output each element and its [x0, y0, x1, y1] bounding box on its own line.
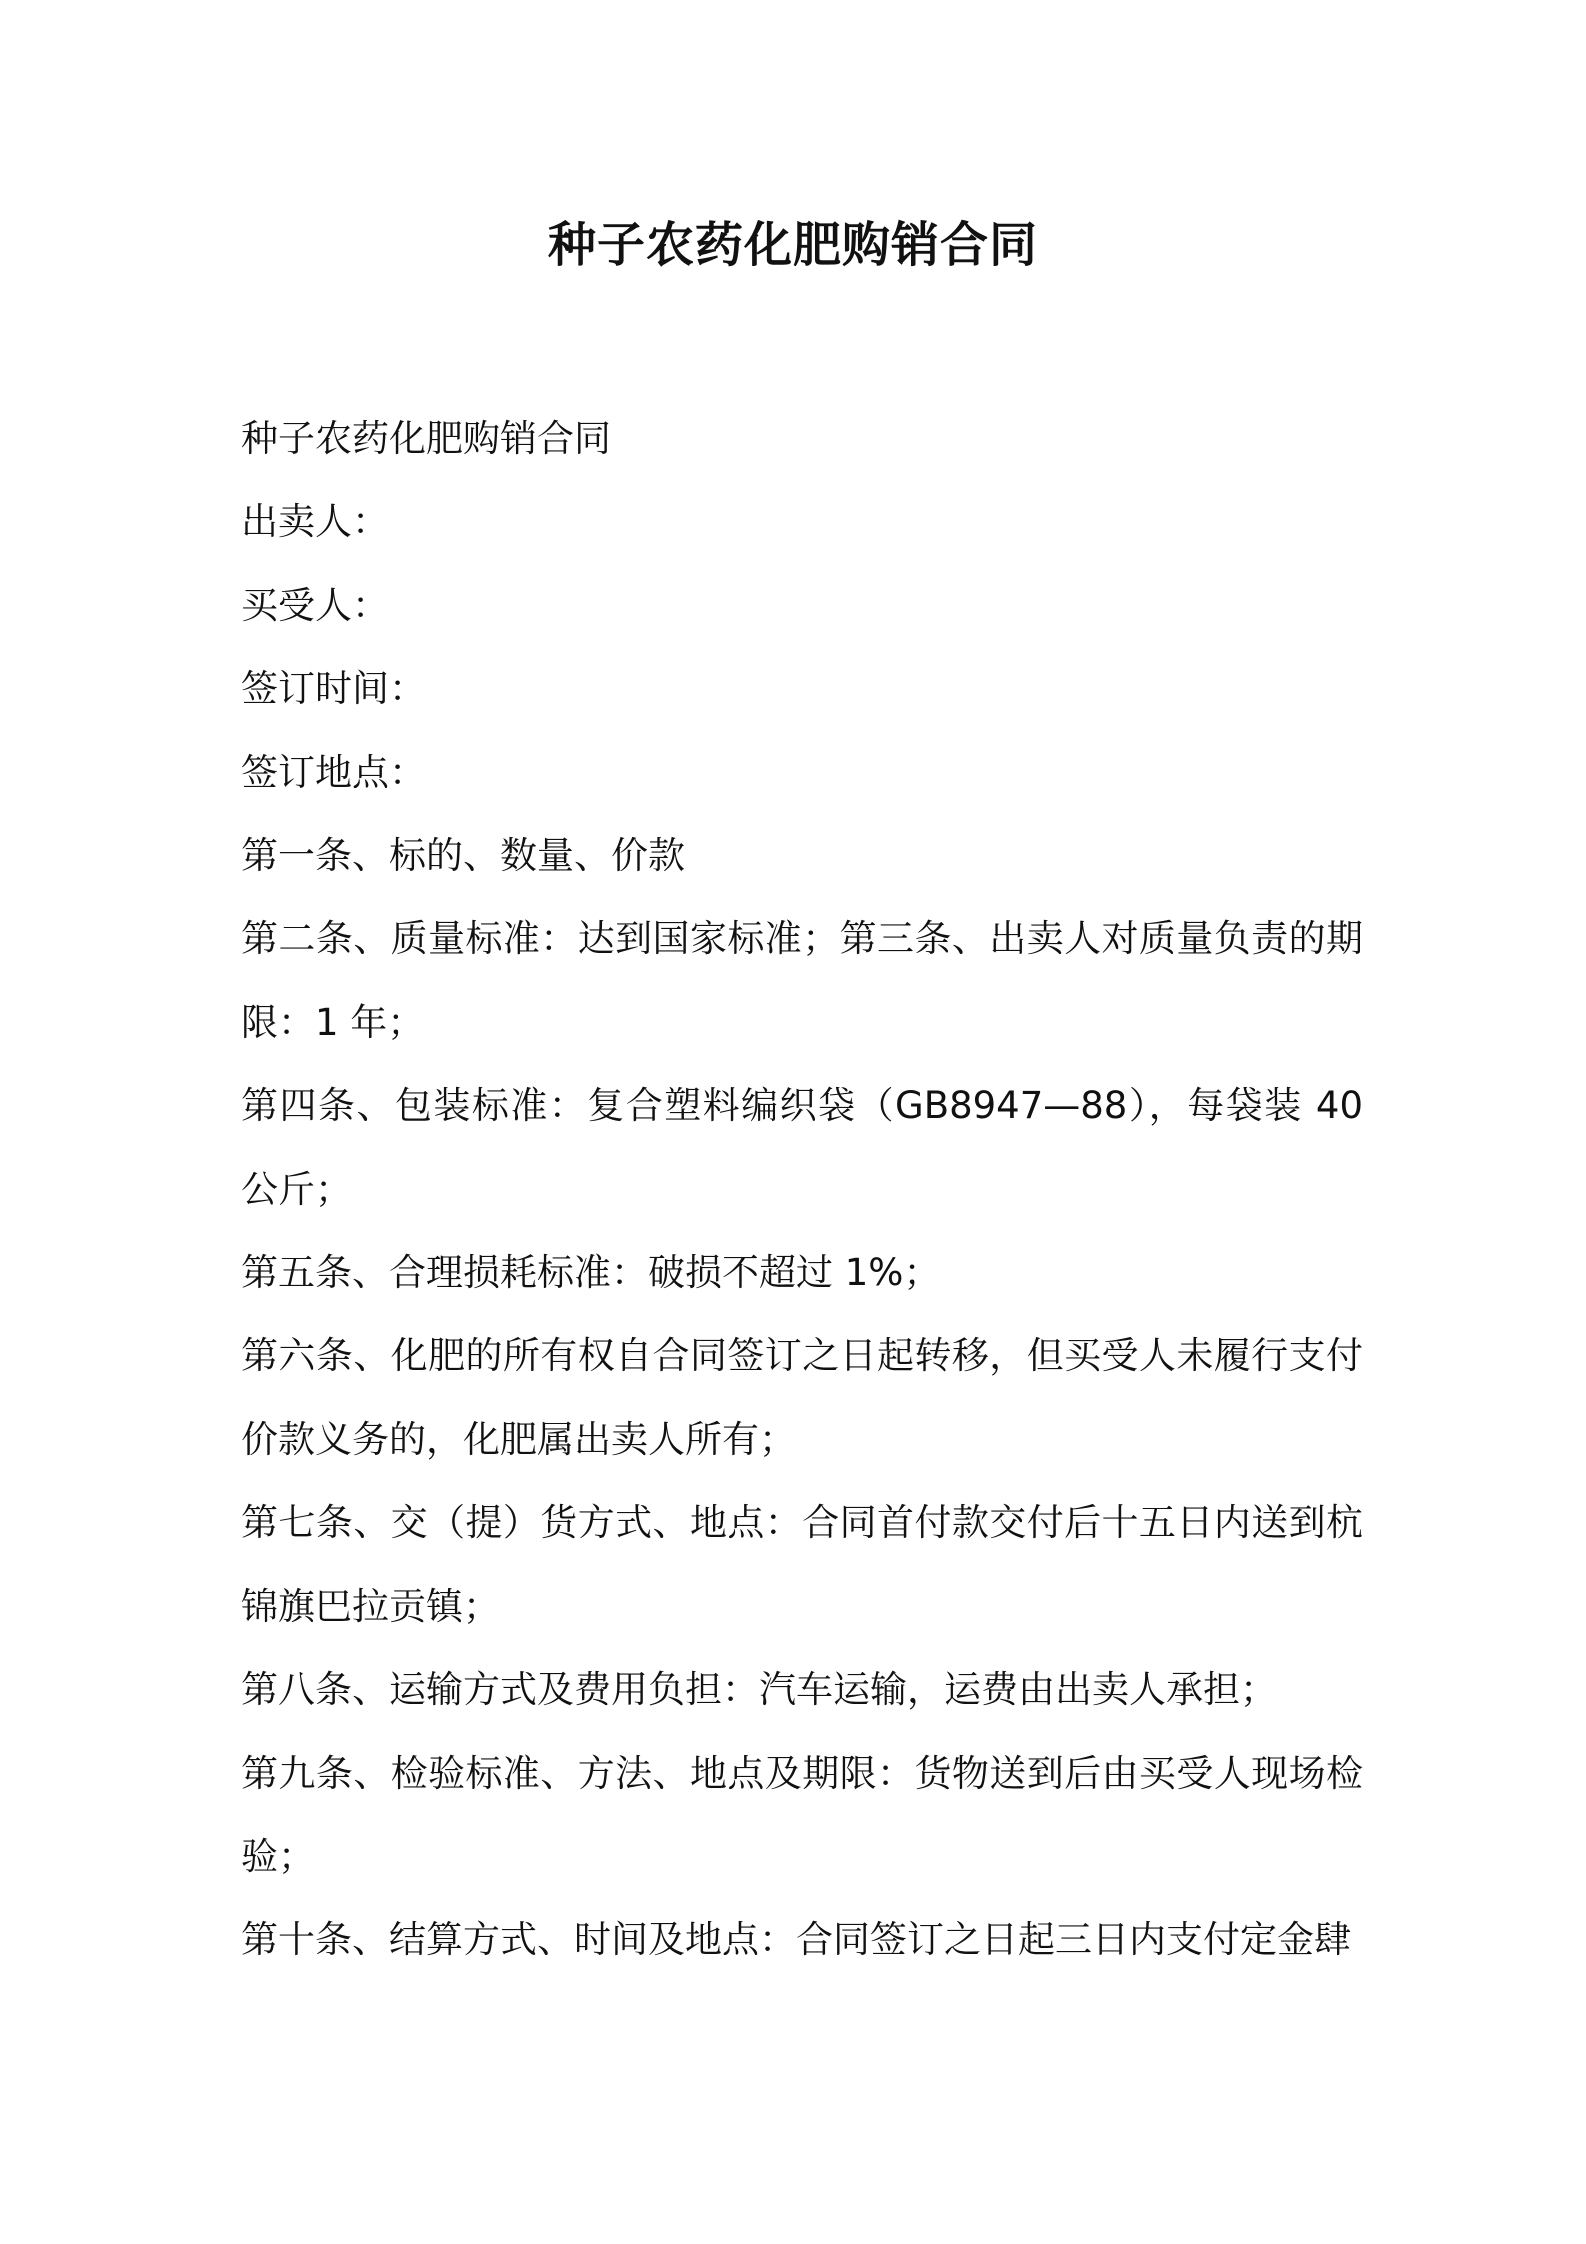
paragraph-article-5: 第五条、合理损耗标准：破损不超过 1%；: [241, 1251, 941, 1295]
paragraph-article-7: 第七条、交（提）货方式、地点：合同首付款交付后十五日内送到杭锦旗巴拉贡镇；: [241, 1501, 1363, 1628]
paragraph-article-9: 第九条、检验标准、方法、地点及期限：货物送到后由买受人现场检验；: [241, 1751, 1363, 1878]
paragraph-article-1: 第一条、标的、数量、价款: [241, 834, 685, 878]
document-body: [241, 397, 1363, 1982]
paragraph-sign-date: 签订时间：: [241, 667, 426, 711]
paragraph-article-8: 第八条、运输方式及费用负担：汽车运输，运费由出卖人承担；: [241, 1668, 1277, 1712]
paragraph-article-2-3: 第二条、质量标准：达到国家标准；第三条、出卖人对质量负责的期限：1 年；: [241, 917, 1363, 1044]
paragraph-article-4: 第四条、包装标准：复合塑料编织袋（GB8947—88），每袋装 40 公斤；: [241, 1084, 1363, 1211]
paragraph-article-6: 第六条、化肥的所有权自合同签订之日起转移，但买受人未履行支付价款义务的，化肥属出卖人所有；: [241, 1334, 1363, 1461]
paragraph-seller: 出卖人：: [241, 500, 389, 544]
paragraph-article-10: 第十条、结算方式、时间及地点：合同签订之日起三日内支付定金肆: [241, 1918, 1351, 1962]
page-title: 种子农药化肥购销合同: [547, 217, 1038, 273]
paragraph-subtitle: 种子农药化肥购销合同: [241, 417, 611, 460]
paragraph-sign-place: 签订地点：: [241, 750, 426, 794]
paragraph-buyer: 买受人：: [241, 583, 389, 627]
